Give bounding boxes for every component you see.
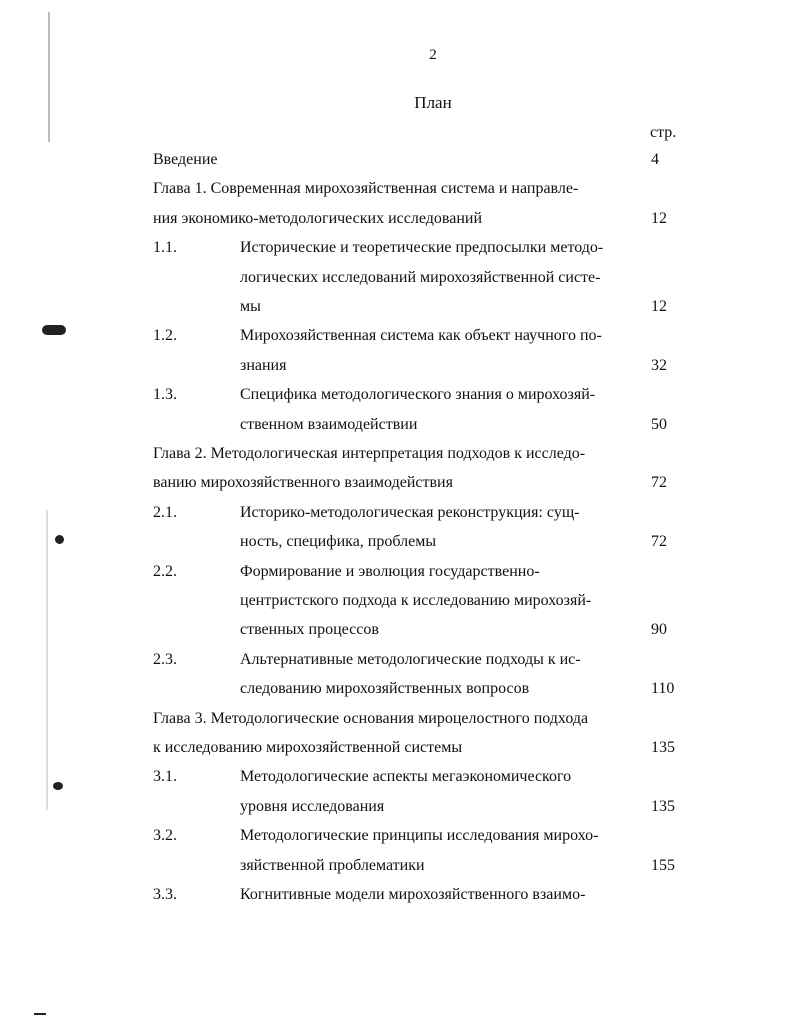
toc-section-line: Методологические принципы исследования мирохо- xyxy=(240,827,599,845)
toc-page-number: 72 xyxy=(651,474,667,492)
toc-page-number: 32 xyxy=(651,356,667,374)
toc-section-line: Специфика методологического знания о мирохозяй- xyxy=(240,386,596,404)
toc-page-number: 72 xyxy=(651,533,667,551)
page-column-label: стр. xyxy=(650,124,677,141)
toc-section-number: 1.2. xyxy=(153,327,177,345)
scan-dash xyxy=(34,1013,46,1015)
toc-page-number: 135 xyxy=(651,797,675,815)
toc-section-number: 2.2. xyxy=(153,562,177,580)
scan-edge-line xyxy=(46,510,48,810)
toc-page-number: 155 xyxy=(651,856,675,874)
toc-chapter-line: Глава 2. Методологическая интерпретация подходов к исследо- xyxy=(153,445,586,462)
toc-section-line: знания xyxy=(240,356,287,374)
toc-section-line: ственном взаимодействии xyxy=(240,415,418,433)
toc-chapter-line: к исследованию мирохозяйственной системы xyxy=(153,739,463,756)
toc-section-number: 3.2. xyxy=(153,827,177,845)
scan-blot xyxy=(42,325,66,335)
toc-page-number: 12 xyxy=(651,209,667,227)
toc-section-line: Методологические аспекты мегаэкономического xyxy=(240,768,572,786)
scan-edge-line xyxy=(48,12,50,142)
toc-section-line: Историко-методологическая реконструкция: сущ- xyxy=(240,503,580,521)
toc-chapter-line: Глава 3. Методологические основания мироцелостного подхода xyxy=(153,709,589,727)
toc-section-line: Формирование и эволюция государственно- xyxy=(240,562,540,580)
toc-page-number: 50 xyxy=(651,415,667,433)
toc-section-line: ственных процессов xyxy=(240,621,379,639)
toc-section-number: 2.1. xyxy=(153,503,177,521)
toc-section-line: уровня исследования xyxy=(240,797,385,815)
toc-section-line: ность, специфика, проблемы xyxy=(240,533,437,551)
toc-section-number: 1.1. xyxy=(153,239,177,257)
toc-section-line: Альтернативные методологические подходы к ис- xyxy=(240,650,581,668)
toc-section-number: 3.1. xyxy=(153,768,177,786)
toc-section-line: следованию мирохозяйственных вопросов xyxy=(240,680,530,698)
page-number: 2 xyxy=(429,47,437,63)
scan-blot xyxy=(55,535,64,544)
toc-section-line: Исторические и теоретические предпосылки методо- xyxy=(240,239,604,257)
toc-section-line: Когнитивные модели мирохозяйственного взаимо- xyxy=(240,886,586,903)
toc-section-line: центристского подхода к исследованию мирохозяй- xyxy=(240,592,592,609)
toc-section-line: мы xyxy=(240,298,261,315)
toc-page-number: 12 xyxy=(651,298,667,315)
toc-page-number: 90 xyxy=(651,621,667,639)
toc-intro-line: Введение xyxy=(153,151,218,168)
toc-chapter-line: Глава 1. Современная мирохозяйственная система и направле- xyxy=(153,180,579,198)
toc-chapter-line: ванию мирохозяйственного взаимодействия xyxy=(153,474,453,492)
toc-page-number: 135 xyxy=(651,739,675,756)
toc-chapter-line: ния экономико-методологических исследований xyxy=(153,209,483,227)
toc-section-number: 3.3. xyxy=(153,886,177,903)
page-title: План xyxy=(414,93,452,112)
scan-blot xyxy=(53,782,63,790)
toc-page-number: 110 xyxy=(651,680,675,698)
toc-section-line: логических исследований мирохозяйственной систе- xyxy=(240,268,601,286)
toc-page-number: 4 xyxy=(651,151,659,168)
toc-section-line: зяйственной проблематики xyxy=(240,856,425,874)
toc-section-number: 2.3. xyxy=(153,650,177,668)
toc-section-number: 1.3. xyxy=(153,386,177,404)
toc-section-line: Мирохозяйственная система как объект научного по- xyxy=(240,327,602,345)
